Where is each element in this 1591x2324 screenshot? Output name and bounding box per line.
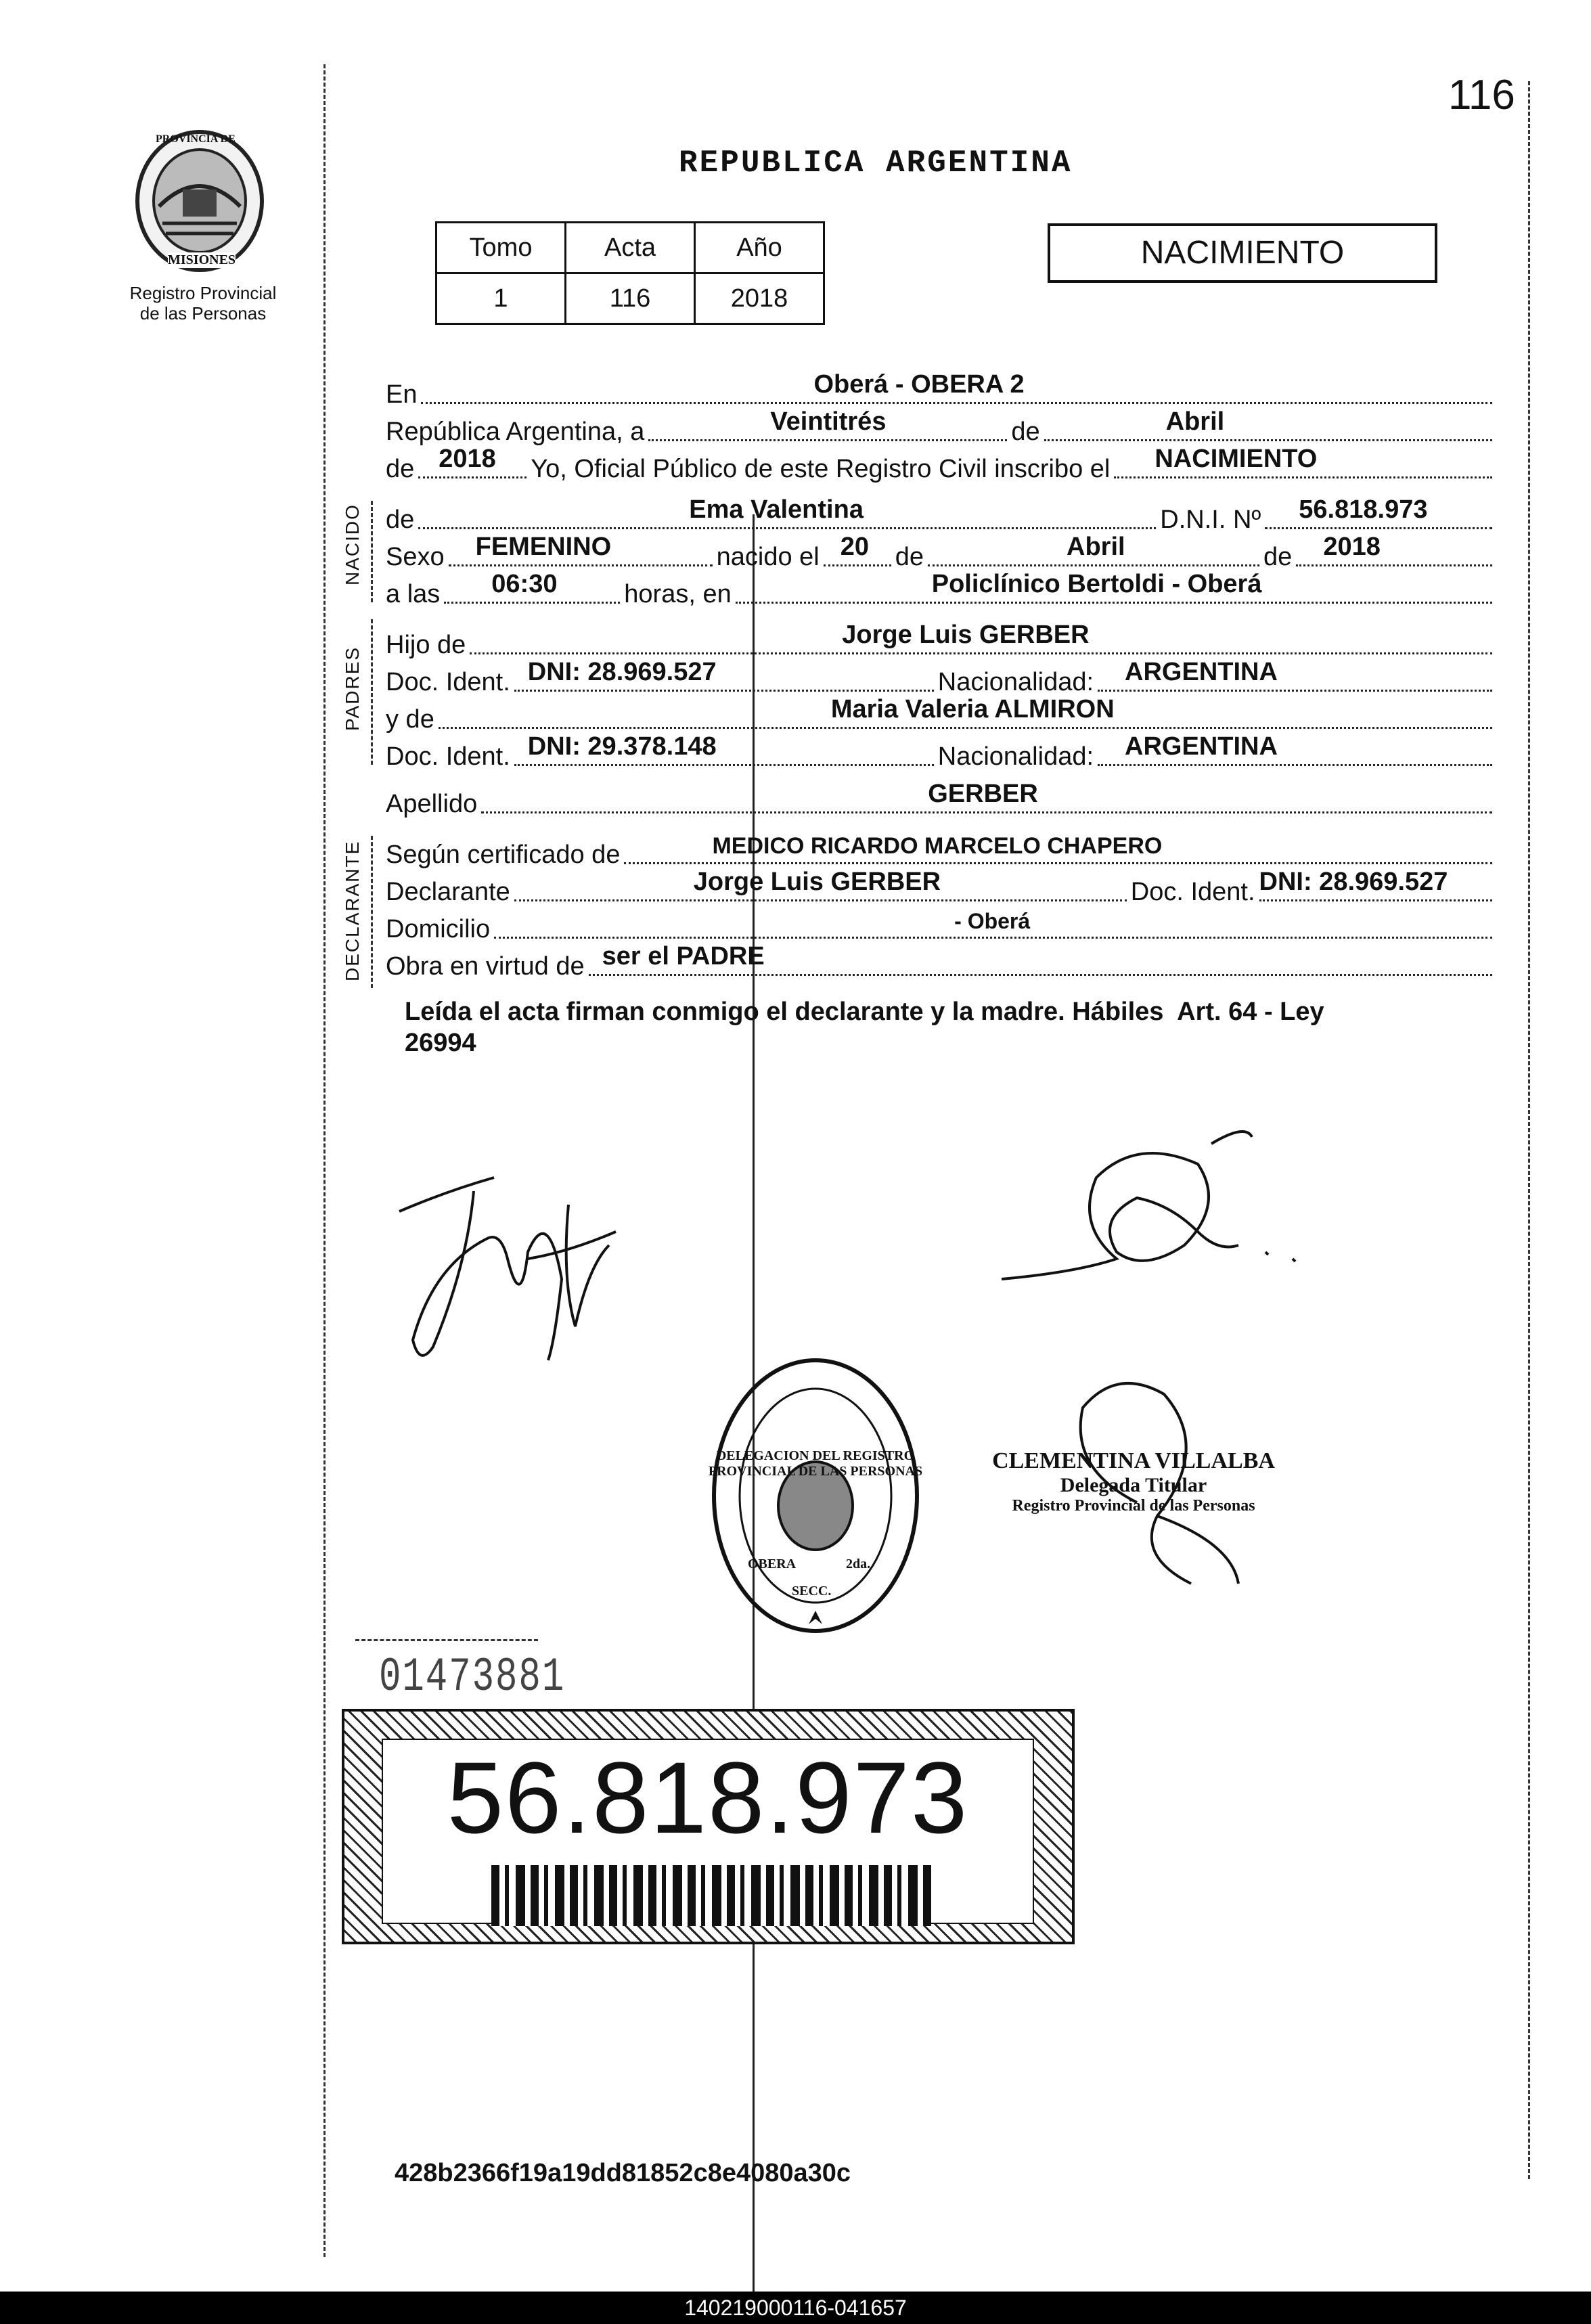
label-de-nombre: de: [386, 506, 415, 534]
dots-apellido: [481, 780, 1492, 813]
label-y-de: y de: [386, 705, 434, 734]
side-label-padres: PADRES: [342, 646, 363, 731]
value-padre-doc: DNI: 28.969.527: [527, 658, 717, 686]
logo-text-top: PROVINCIA DE: [156, 133, 236, 145]
ref-header-anio: Año: [695, 223, 824, 273]
dni-security-label: [342, 1709, 1075, 1944]
value-year: 2018: [439, 445, 496, 473]
label-dni: D.N.I. Nº: [1160, 506, 1261, 534]
label-obra: Obra en virtud de: [386, 952, 585, 981]
dots-day: [648, 407, 1007, 441]
dots-certificado: [624, 833, 1492, 864]
dni-label-number: 56.818.973: [447, 1741, 969, 1854]
row-en: [386, 369, 1496, 409]
dots-en: [421, 370, 1492, 404]
dots-declarante: [514, 868, 1127, 901]
label-republica: República Argentina, a: [386, 418, 645, 446]
label-doc-madre: Doc. Ident.: [386, 742, 510, 771]
dots-nacido-day: [824, 533, 891, 566]
value-nombre: Ema Valentina: [689, 495, 864, 524]
label-hijo: Hijo de: [386, 631, 466, 659]
value-sexo: FEMENINO: [475, 533, 612, 561]
dots-dni: [1265, 495, 1492, 529]
value-padre: Jorge Luis GERBER: [842, 621, 1090, 649]
dots-declarante-doc: [1259, 868, 1492, 901]
side-bracket-padres: [371, 619, 373, 765]
value-declarante: Jorge Luis GERBER: [693, 868, 941, 896]
stamp-number-underline: [355, 1639, 538, 1641]
dots-obra: [589, 942, 1492, 976]
dni-label-barcode: [491, 1865, 931, 1926]
value-madre-nac: ARGENTINA: [1125, 732, 1278, 761]
reference-table: [435, 221, 825, 325]
seal-inner-right: 2da.: [846, 1557, 871, 1571]
label-sexo: Sexo: [386, 543, 445, 571]
side-label-declarante: DECLARANTE: [342, 840, 363, 981]
row-declarante: [386, 866, 1496, 907]
official-name: CLEMENTINA VILLALBA: [992, 1448, 1275, 1473]
label-certificado: Según certificado de: [386, 841, 621, 869]
signature-right: [995, 1117, 1320, 1320]
dots-madre: [439, 695, 1492, 729]
closing-line1: Leída el acta firman conmigo el declarante y la madre. Hábiles Art. 64 - Ley: [405, 998, 1324, 1026]
label-de-nacido-year: de: [1263, 543, 1293, 571]
dots-padre-doc: [514, 658, 934, 692]
value-nacido-day: 20: [840, 533, 870, 561]
ref-value-anio: 2018: [695, 273, 824, 324]
seal-inner-bottom: SECC.: [792, 1584, 832, 1599]
value-certificado: MEDICO RICARDO MARCELO CHAPERO: [712, 833, 1163, 859]
value-lugar: Policlínico Bertoldi - Oberá: [931, 570, 1262, 598]
value-day: Veintitrés: [770, 407, 887, 436]
label-de-year: de: [386, 455, 415, 483]
page-number: 116: [1448, 72, 1515, 118]
dni-label-inner: [382, 1739, 1034, 1924]
footer-code: 140219000116-041657: [684, 2296, 907, 2320]
right-margin-line: [1528, 81, 1530, 2179]
left-margin-line: [323, 64, 326, 2257]
value-madre: Maria Valeria ALMIRON: [830, 695, 1115, 723]
value-declarante-doc: DNI: 28.969.527: [1259, 868, 1448, 896]
value-padre-nac: ARGENTINA: [1125, 658, 1278, 686]
label-de-month: de: [1011, 418, 1040, 446]
dots-month: [1044, 407, 1492, 441]
row-certificado: [386, 829, 1496, 870]
logo-caption-line1: Registro Provincial: [129, 283, 277, 303]
row-sexo: [386, 531, 1496, 572]
label-en: En: [386, 380, 418, 409]
value-hora: 06:30: [491, 570, 558, 598]
label-doc-padre: Doc. Ident.: [386, 668, 510, 696]
value-apellido: GERBER: [928, 780, 1038, 808]
row-hora: [386, 568, 1496, 609]
side-bracket-declarante: [371, 836, 373, 988]
official-title: Delegada Titular: [1060, 1474, 1207, 1496]
row-hijo: [386, 619, 1496, 660]
closing-line2: 26994: [405, 1029, 476, 1057]
label-de-nacido: de: [895, 543, 924, 571]
value-madre-doc: DNI: 29.378.148: [527, 732, 717, 761]
province-logo: [129, 125, 271, 281]
label-nac-madre: Nacionalidad:: [937, 742, 1094, 771]
logo-caption: [115, 283, 291, 323]
value-nacido-month: Abril: [1067, 533, 1125, 561]
value-obra: ser el PADRE: [602, 942, 765, 970]
ref-value-acta: 116: [566, 273, 695, 324]
official-signature: [1056, 1367, 1245, 1597]
label-doc-declarante: Doc. Ident.: [1130, 878, 1255, 906]
closing-text: [405, 996, 1474, 1058]
dots-record: [1114, 445, 1492, 478]
ref-value-tomo: 1: [436, 273, 566, 324]
label-domicilio: Domicilio: [386, 915, 491, 943]
dots-nacido-month: [928, 533, 1259, 566]
label-apellido: Apellido: [386, 790, 478, 818]
logo-caption-line2: de las Personas: [139, 303, 267, 323]
record-type-box: NACIMIENTO: [1048, 223, 1437, 283]
dots-sexo: [449, 533, 713, 566]
row-apellido: [386, 778, 1496, 819]
row-obra: [386, 941, 1496, 981]
side-label-nacido: NACIDO: [342, 504, 363, 585]
row-nombre: [386, 494, 1496, 535]
dots-domicilio: [494, 909, 1492, 939]
row-year: [386, 443, 1496, 484]
dots-padre: [470, 621, 1492, 654]
label-horas-en: horas, en: [624, 580, 732, 608]
label-oficial: Yo, Oficial Público de este Registro Civil inscribo el: [531, 455, 1111, 483]
document-hash: 428b2366f19a19dd81852c8e4080a30c: [395, 2159, 851, 2187]
official-office: Registro Provincial de las Personas: [1012, 1497, 1255, 1515]
stamp-number: 01473881: [379, 1651, 566, 1705]
row-domicilio: [386, 903, 1496, 944]
seal-text: DELEGACION DEL REGISTRO PROVINCIAL DE LAS PERSONAS: [708, 1448, 923, 1479]
footer-bar: [0, 2292, 1591, 2324]
value-nacido-year: 2018: [1323, 533, 1381, 561]
dots-year: [418, 445, 526, 478]
ref-header-tomo: Tomo: [436, 223, 566, 273]
seal-inner-left: OBERA: [748, 1557, 797, 1571]
ref-header-acta: Acta: [566, 223, 695, 273]
label-nacido: nacido el: [716, 543, 820, 571]
dots-padre-nac: [1098, 658, 1492, 692]
dots-nacido-year: [1296, 533, 1492, 566]
value-dni: 56.818.973: [1299, 495, 1428, 524]
label-declarante: Declarante: [386, 878, 510, 906]
row-madre-doc: [386, 731, 1496, 772]
value-record: NACIMIENTO: [1155, 445, 1318, 473]
row-republica: [386, 406, 1496, 447]
label-a-las: a las: [386, 580, 441, 608]
dots-madre-nac: [1098, 732, 1492, 766]
value-domicilio: - Oberá: [954, 909, 1031, 933]
signature-left: [393, 1164, 636, 1381]
dots-lugar: [736, 570, 1492, 604]
side-bracket-nacido: [371, 501, 373, 602]
logo-text-bottom: MISIONES: [168, 252, 236, 267]
dots-nombre: [418, 495, 1156, 529]
row-padre-doc: [386, 656, 1496, 697]
label-nac-padre: Nacionalidad:: [937, 668, 1094, 696]
country-title: REPUBLICA ARGENTINA: [679, 146, 1073, 181]
value-month: Abril: [1165, 407, 1225, 436]
value-en: Oberá - OBERA 2: [813, 370, 1025, 399]
dots-hora: [444, 570, 620, 604]
registry-seal: [707, 1354, 924, 1651]
row-madre: [386, 694, 1496, 734]
dots-madre-doc: [514, 732, 934, 766]
